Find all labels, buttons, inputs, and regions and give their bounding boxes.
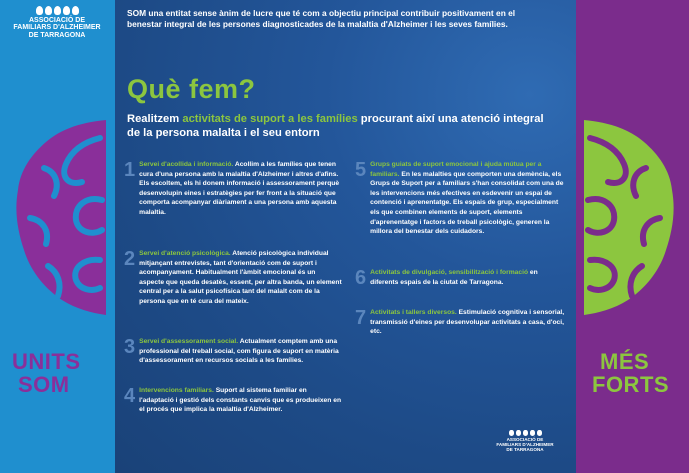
item-number: 4 bbox=[124, 385, 136, 407]
page-title: Què fem? bbox=[127, 74, 256, 104]
subtitle-highlight: activitats de suport a les famílies bbox=[182, 113, 358, 125]
item-body: Atenció psicològica individual mitjançant entrevistes, tant d'orientació com de suport i acompanyament. Habitualment l'àmbit emocional és un aspecte que queda desatès, essent, per altra banda, un element central per a la salut psicofísica tant del malalt com de la persona que en té cura del mateix. bbox=[139, 250, 342, 305]
item-text bbox=[370, 308, 567, 337]
activity-item-3 bbox=[124, 337, 342, 366]
item-number: 2 bbox=[124, 248, 136, 270]
logo-line-2: FAMILIARS D'ALZHEIMER bbox=[13, 24, 101, 32]
item-heading: Grups guiats de suport emocional i ajuda mútua per a familiars. bbox=[370, 161, 542, 178]
item-text bbox=[139, 249, 342, 307]
item-body: En les malalties que comporten una demència, els Grups de Suport per a familiars s'han consolidat com una de les intervencions més efectives en esdevenir un espai de contenció i aprenentatge. Els espais de grup, especialment els que combinen elements de suport, elements d'aprenentatge i factors de treball psicològic, generen la millora del benestar dels cuidadors. bbox=[370, 170, 564, 236]
left-slogan-line-1: UNITS bbox=[12, 349, 81, 374]
right-slogan-line-1: MÉS bbox=[600, 349, 650, 374]
logo-line-3: DE TARRAGONA bbox=[28, 31, 86, 39]
item-body: en diferents espais de la ciutat de Tarragona. bbox=[370, 269, 538, 286]
association-logo bbox=[2, 6, 112, 39]
subtitle bbox=[127, 112, 557, 140]
item-text bbox=[139, 386, 342, 415]
item-number: 3 bbox=[124, 336, 136, 358]
item-heading: Servei d'atenció psicològica. bbox=[139, 250, 231, 257]
logo-line-3: DE TARRAGONA bbox=[506, 446, 544, 452]
activity-item-5 bbox=[355, 160, 567, 237]
item-number: 6 bbox=[355, 267, 367, 289]
item-body: Acollim a les famílies que tenen cura d'una persona amb la malaltia d'Alzheimer i altres d'afins. Els escoltem, els hi donem informació i assessorament perquè desenvolupin eines i estratègies per fer front a la situació que comporta acompanyar diàriament a una persona amb aquesta malaltia. bbox=[139, 161, 340, 216]
left-slogan bbox=[12, 350, 81, 396]
item-number: 5 bbox=[355, 159, 367, 181]
association-logo-bottom bbox=[485, 430, 565, 452]
item-text bbox=[139, 337, 342, 366]
activity-item-4 bbox=[124, 386, 342, 415]
logo-people-icon bbox=[2, 6, 112, 15]
item-body: Suport al sistema familiar en l'adaptació i gestió dels constants canvis que es produeixen en el procés que implica la malaltia d'Alzheimer. bbox=[139, 387, 342, 414]
activity-item-1 bbox=[124, 160, 342, 218]
item-body: Estimulació cognitiva i sensorial, transmissió d'eines per desenvolupar activitats a casa, d'oci, etc. bbox=[370, 309, 565, 336]
left-slogan-line-2: SOM bbox=[18, 372, 70, 397]
logo-line-1: ASSOCIACIÓ DE bbox=[506, 437, 544, 442]
intro-text: SOM una entitat sense ànim de lucre que té com a objectiu principal contribuir positivament en el benestar integral de les persones diagnosticades de la malaltia d'Alzheimer i les seves famílies. bbox=[127, 8, 516, 29]
subtitle-post: procurant així una atenció integral de la persona malalta i el seu entorn bbox=[127, 113, 544, 139]
item-heading: Servei d'acollida i informació. bbox=[139, 161, 234, 168]
item-body: Actualment comptem amb una professional del treball social, com figura de suport en matèria d'assessorament en recursos socials a les famílies. bbox=[139, 338, 339, 365]
brain-left-icon bbox=[14, 120, 106, 315]
brain-right-icon bbox=[584, 120, 676, 315]
item-heading: Activitats de divulgació, sensibilització i formació bbox=[370, 269, 529, 276]
logo-line-2: FAMILIARS D'ALZHEIMER bbox=[496, 441, 554, 447]
item-text bbox=[370, 268, 567, 288]
item-number: 1 bbox=[124, 159, 136, 181]
subtitle-pre: Realitzem bbox=[127, 113, 183, 125]
logo-line-1: ASSOCIACIÓ DE bbox=[28, 17, 85, 24]
right-slogan bbox=[592, 350, 669, 396]
item-heading: Servei d'assessorament social. bbox=[139, 338, 239, 345]
right-slogan-line-2: FORTS bbox=[592, 372, 670, 397]
activity-item-6 bbox=[355, 268, 567, 288]
activity-item-2 bbox=[124, 249, 342, 307]
item-heading: Intervencions familiars. bbox=[139, 387, 214, 394]
item-text bbox=[370, 160, 567, 237]
activity-item-7 bbox=[355, 308, 567, 337]
item-number: 7 bbox=[355, 307, 367, 329]
logo-people-icon bbox=[485, 430, 565, 436]
item-text bbox=[139, 160, 342, 218]
item-heading: Activitats i tallers diversos. bbox=[370, 309, 457, 316]
